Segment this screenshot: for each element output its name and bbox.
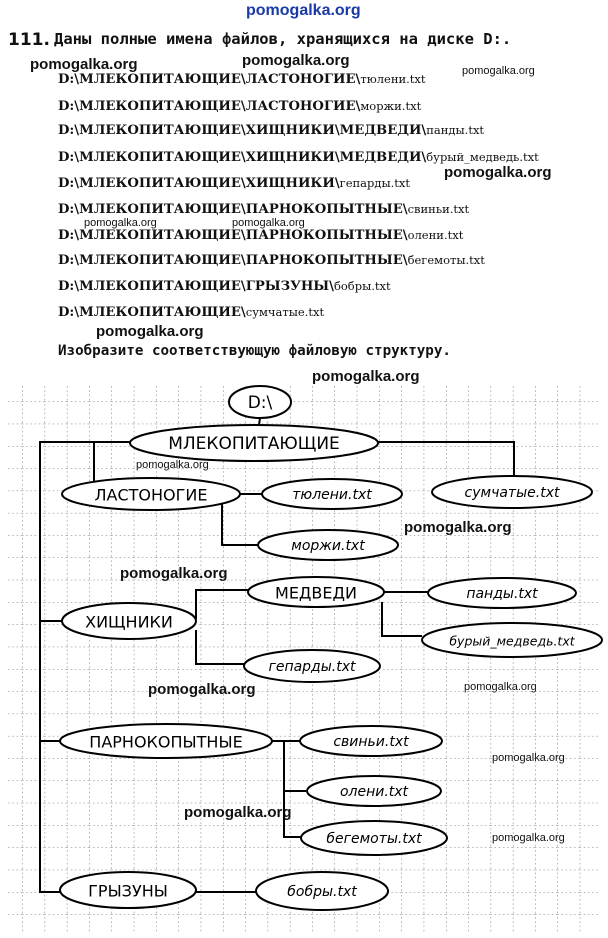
- label-brown-bear: бурый_медведь.txt: [449, 633, 575, 649]
- path-line: D:\МЛЕКОПИТАЮЩИЕ\ПАРНОКОПЫТНЫЕ\олени.txt: [58, 228, 464, 243]
- instruction-text: Изобразите соответствующую файловую структуру.: [58, 343, 451, 359]
- watermark: pomogalka.org: [84, 217, 157, 229]
- watermark: pomogalka.org: [30, 56, 138, 73]
- label-marsupials: сумчатые.txt: [464, 485, 560, 501]
- label-predators: ХИЩНИКИ: [85, 612, 173, 632]
- watermark: pomogalka.org: [96, 323, 204, 340]
- label-beavers: бобры.txt: [287, 884, 357, 900]
- label-pinnipeds: ЛАСТОНОГИЕ: [94, 485, 208, 505]
- label-pigs: свиньи.txt: [333, 734, 409, 750]
- watermark: pomogalka.org: [444, 164, 552, 181]
- label-mammals: МЛЕКОПИТАЮЩИЕ: [168, 434, 340, 454]
- watermark: pomogalka.org: [242, 52, 350, 69]
- label-seals: тюлени.txt: [292, 487, 372, 503]
- label-artiodactyls: ПАРНОКОПЫТНЫЕ: [89, 732, 243, 752]
- label-root: D:\: [247, 393, 273, 413]
- watermark: pomogalka.org: [232, 217, 305, 229]
- label-rodents: ГРЫЗУНЫ: [88, 881, 168, 901]
- path-line: D:\МЛЕКОПИТАЮЩИЕ\ХИЩНИКИ\МЕДВЕДИ\бурый_медведь.txt: [58, 150, 539, 165]
- watermark: pomogalka.org: [312, 368, 420, 385]
- path-line: D:\МЛЕКОПИТАЮЩИЕ\ЛАСТОНОГИЕ\моржи.txt: [58, 99, 422, 114]
- task-number: 111.: [8, 30, 50, 50]
- label-hippos: бегемоты.txt: [326, 831, 422, 847]
- path-line: D:\МЛЕКОПИТАЮЩИЕ\ПАРНОКОПЫТНЫЕ\свиньи.txt: [58, 202, 470, 217]
- watermark-top: pomogalka.org: [246, 2, 361, 19]
- label-deer: олени.txt: [339, 784, 409, 800]
- label-pandas: панды.txt: [466, 586, 538, 602]
- path-line: D:\МЛЕКОПИТАЮЩИЕ\сумчатые.txt: [58, 305, 325, 320]
- path-line: D:\МЛЕКОПИТАЮЩИЕ\ХИЩНИКИ\гепарды.txt: [58, 176, 411, 191]
- task-text: Даны полные имена файлов, хранящихся на диске D:.: [54, 30, 512, 48]
- path-line: D:\МЛЕКОПИТАЮЩИЕ\ГРЫЗУНЫ\бобры.txt: [58, 279, 391, 294]
- path-line: D:\МЛЕКОПИТАЮЩИЕ\ПАРНОКОПЫТНЫЕ\бегемоты.txt: [58, 253, 485, 268]
- label-walruses: моржи.txt: [291, 538, 365, 554]
- watermark: pomogalka.org: [462, 65, 535, 77]
- label-bears: МЕДВЕДИ: [275, 583, 357, 603]
- label-cheetahs: гепарды.txt: [268, 659, 356, 675]
- path-line: D:\МЛЕКОПИТАЮЩИЕ\ХИЩНИКИ\МЕДВЕДИ\панды.txt: [58, 123, 485, 138]
- path-line: D:\МЛЕКОПИТАЮЩИЕ\ЛАСТОНОГИЕ\тюлени.txt: [58, 72, 426, 87]
